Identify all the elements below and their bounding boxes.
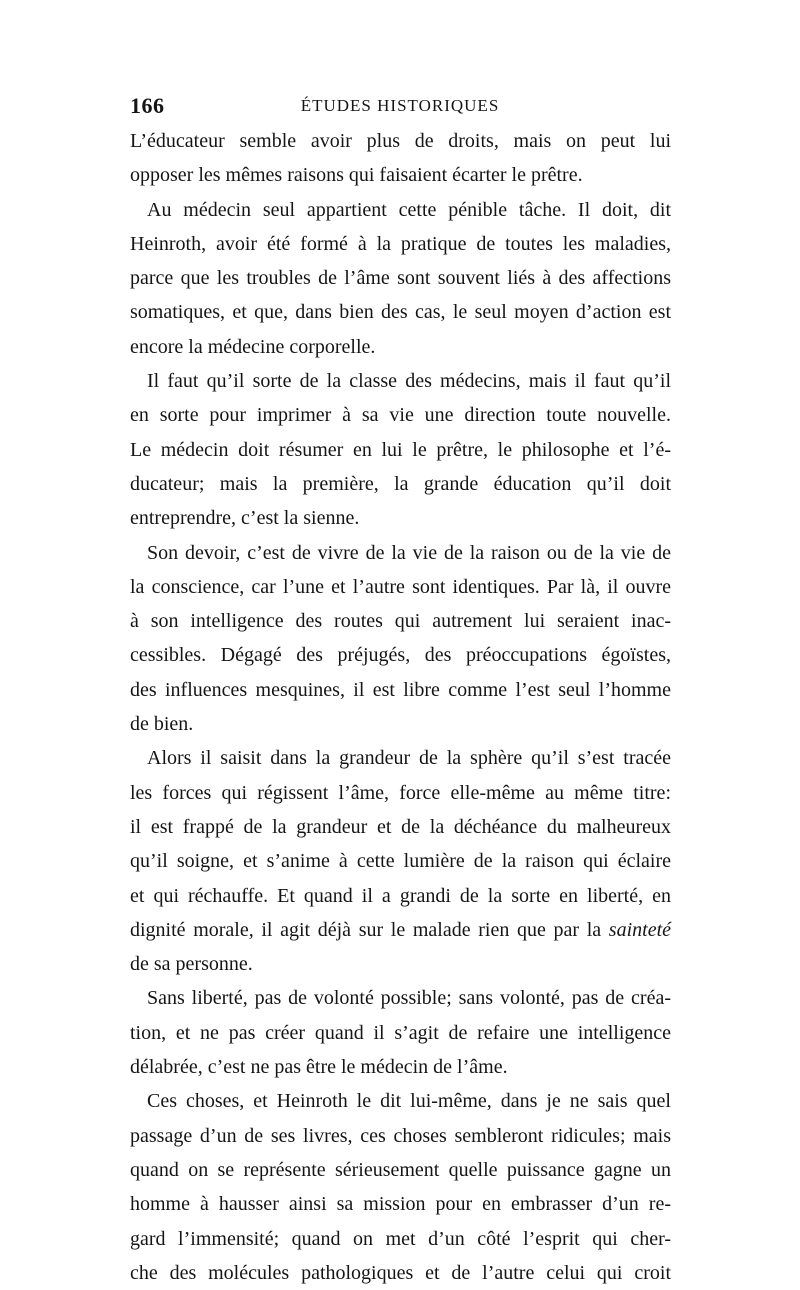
- text-line: ducateur; mais la première, la grande éducation qu’il doit: [130, 472, 671, 495]
- text-line: Il faut qu’il sorte de la classe des médecins, mais il faut qu’il: [147, 370, 671, 393]
- text-line: les forces qui régissent l’âme, force elle-même au même titre:: [130, 781, 671, 804]
- text-line: la conscience, car l’une et l’autre sont identiques. Par là, il ouvre: [130, 575, 671, 598]
- text-line: Alors il saisit dans la grandeur de la sphère qu’il s’est tracée: [147, 747, 671, 770]
- running-head: [130, 93, 670, 119]
- text-line: somatiques, et que, dans bien des cas, le seul moyen d’action est: [130, 301, 671, 324]
- text-line: passage d’un de ses livres, ces choses sembleront ridicules; mais: [130, 1124, 671, 1147]
- running-title: ÉTUDES HISTORIQUES: [300, 96, 500, 115]
- text-line: quand on se représente sérieusement quelle puissance gagne un: [130, 1158, 671, 1181]
- text-line: Le médecin doit résumer en lui le prêtre, le philosophe et l’é-: [130, 438, 671, 461]
- text-line: de sa personne.: [130, 953, 253, 976]
- text-line-segment: dignité morale, il agit déjà sur le malade rien que par la: [130, 918, 602, 941]
- text-line: cessibles. Dégagé des préjugés, des préoccupations égoïstes,: [130, 644, 671, 667]
- text-line: Sans liberté, pas de volonté possible; sans volonté, pas de créa-: [147, 987, 671, 1010]
- text-line: entreprendre, c’est la sienne.: [130, 507, 360, 530]
- text-line: L’éducateur semble avoir plus de droits, mais on peut lui: [130, 130, 671, 152]
- italic-word: sainteté: [608, 918, 672, 941]
- text-line: délabrée, c’est ne pas être le médecin de l’âme.: [130, 1056, 508, 1079]
- body-text: [130, 124, 671, 1290]
- text-line: encore la médecine corporelle.: [130, 335, 376, 358]
- text-line: à son intelligence des routes qui autrement lui seraient inac-: [130, 610, 671, 633]
- text-line: qu’il soigne, et s’anime à cette lumière de la raison qui éclaire: [130, 850, 671, 873]
- text-line: homme à hausser ainsi sa mission pour en embrasser d’un re-: [130, 1193, 671, 1216]
- text-line: gard l’immensité; quand on met d’un côté l’esprit qui cher-: [130, 1227, 671, 1250]
- text-line: [130, 913, 671, 947]
- text-line: opposer les mêmes raisons qui faisaient écarter le prêtre.: [130, 164, 583, 187]
- text-line: Son devoir, c’est de vivre de la vie de la raison ou de la vie de: [147, 541, 671, 564]
- text-line: Heinroth, avoir été formé à la pratique de toutes les maladies,: [130, 232, 671, 255]
- text-line: des influences mesquines, il est libre comme l’est seul l’homme: [130, 678, 671, 701]
- page-number: 166: [130, 93, 165, 118]
- text-line: parce que les troubles de l’âme sont souvent liés à des affections: [130, 267, 671, 290]
- text-line: che des molécules pathologiques et de l’autre celui qui croit: [130, 1261, 671, 1284]
- text-line: Au médecin seul appartient cette pénible tâche. Il doit, dit: [147, 198, 671, 221]
- text-line: tion, et ne pas créer quand il s’agit de refaire une intelligence: [130, 1021, 671, 1044]
- text-line: et qui réchauffe. Et quand il a grandi de la sorte en liberté, en: [130, 884, 671, 907]
- text-line: Ces choses, et Heinroth le dit lui-même, dans je ne sais quel: [147, 1090, 671, 1113]
- text-line: de bien.: [130, 713, 194, 736]
- text-line: en sorte pour imprimer à sa vie une direction toute nouvelle.: [130, 404, 671, 427]
- text-line: il est frappé de la grandeur et de la déchéance du malheureux: [130, 815, 671, 838]
